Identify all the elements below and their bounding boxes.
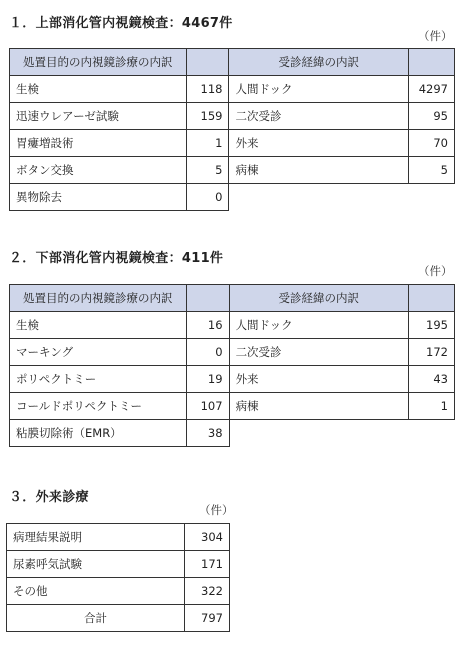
row-value: 0 [186, 184, 229, 211]
total-row [7, 605, 230, 632]
section1-unit: （件） [418, 29, 453, 43]
row-value: 172 [409, 339, 455, 366]
row-value: 195 [409, 312, 455, 339]
column-header-count [409, 285, 455, 312]
row-label: 外来 [229, 130, 409, 157]
section3-title: ３．外来診療 [9, 490, 89, 505]
row-label: 外来 [229, 366, 408, 393]
row-label: その他 [7, 578, 185, 605]
row-label: 病棟 [229, 393, 408, 420]
row-value: 1 [409, 393, 455, 420]
row-label: 迅速ウレアーゼ試験 [10, 103, 187, 130]
row-value: 4297 [408, 76, 454, 103]
row-label: 病理結果説明 [7, 524, 185, 551]
row-value: 5 [186, 157, 229, 184]
row-label: 生検 [10, 312, 187, 339]
section2-title: ２．下部消化管内視鏡検査：411件 [9, 251, 224, 266]
row-label: ポリペクトミー [10, 366, 187, 393]
row-label: 尿素呼気試験 [7, 551, 185, 578]
row-label: コールドポリペクトミー [10, 393, 187, 420]
row-label: 生検 [10, 76, 187, 103]
row-label: 二次受診 [229, 339, 408, 366]
table-row [7, 578, 230, 605]
table-row [7, 551, 230, 578]
row-label: マーキング [10, 339, 187, 366]
column-header-count [186, 285, 229, 312]
row-value: 95 [408, 103, 454, 130]
section3-unit: （件） [199, 503, 234, 517]
column-header-count [186, 49, 229, 76]
row-label: 胃瘻増設術 [10, 130, 187, 157]
row-value: 16 [186, 312, 229, 339]
row-value: 70 [408, 130, 454, 157]
column-header-count [408, 49, 454, 76]
row-label: 人間ドック [229, 312, 408, 339]
total-value: 797 [185, 605, 230, 632]
table-row [10, 184, 455, 211]
table-row [10, 76, 455, 103]
section2-unit: （件） [418, 264, 453, 278]
row-label: 病棟 [229, 157, 409, 184]
row-value: 1 [186, 130, 229, 157]
row-value: 43 [409, 366, 455, 393]
row-label: ボタン交換 [10, 157, 187, 184]
row-label: 二次受診 [229, 103, 409, 130]
row-label: 粘膜切除術（EMR） [10, 420, 187, 447]
table-row [10, 366, 455, 393]
row-value: 118 [186, 76, 229, 103]
table-row [10, 339, 455, 366]
table-row [10, 393, 455, 420]
total-label: 合計 [7, 605, 185, 632]
row-label: 人間ドック [229, 76, 409, 103]
row-label: 異物除去 [10, 184, 187, 211]
row-value: 304 [185, 524, 230, 551]
row-value: 107 [186, 393, 229, 420]
table-header-row [10, 49, 455, 76]
row-value: 159 [186, 103, 229, 130]
row-value: 38 [186, 420, 229, 447]
row-value: 322 [185, 578, 230, 605]
table-row [10, 420, 455, 447]
column-header-treatment: 処置目的の内視鏡診療の内訳 [10, 285, 187, 312]
column-header-treatment: 処置目的の内視鏡診療の内訳 [10, 49, 187, 76]
table-header-row [10, 285, 455, 312]
column-header-referral: 受診経緯の内訳 [229, 49, 409, 76]
section2-table [9, 284, 455, 447]
row-value: 5 [408, 157, 454, 184]
table-row [7, 524, 230, 551]
table-row [10, 103, 455, 130]
column-header-referral: 受診経緯の内訳 [229, 285, 408, 312]
row-value: 171 [185, 551, 230, 578]
section1-title: １．上部消化管内視鏡検査：4467件 [9, 16, 233, 31]
table-row [10, 312, 455, 339]
row-value: 19 [186, 366, 229, 393]
table-row [10, 130, 455, 157]
row-value: 0 [186, 339, 229, 366]
section1-table [9, 48, 455, 211]
table-row [10, 157, 455, 184]
section3-table [6, 523, 230, 632]
